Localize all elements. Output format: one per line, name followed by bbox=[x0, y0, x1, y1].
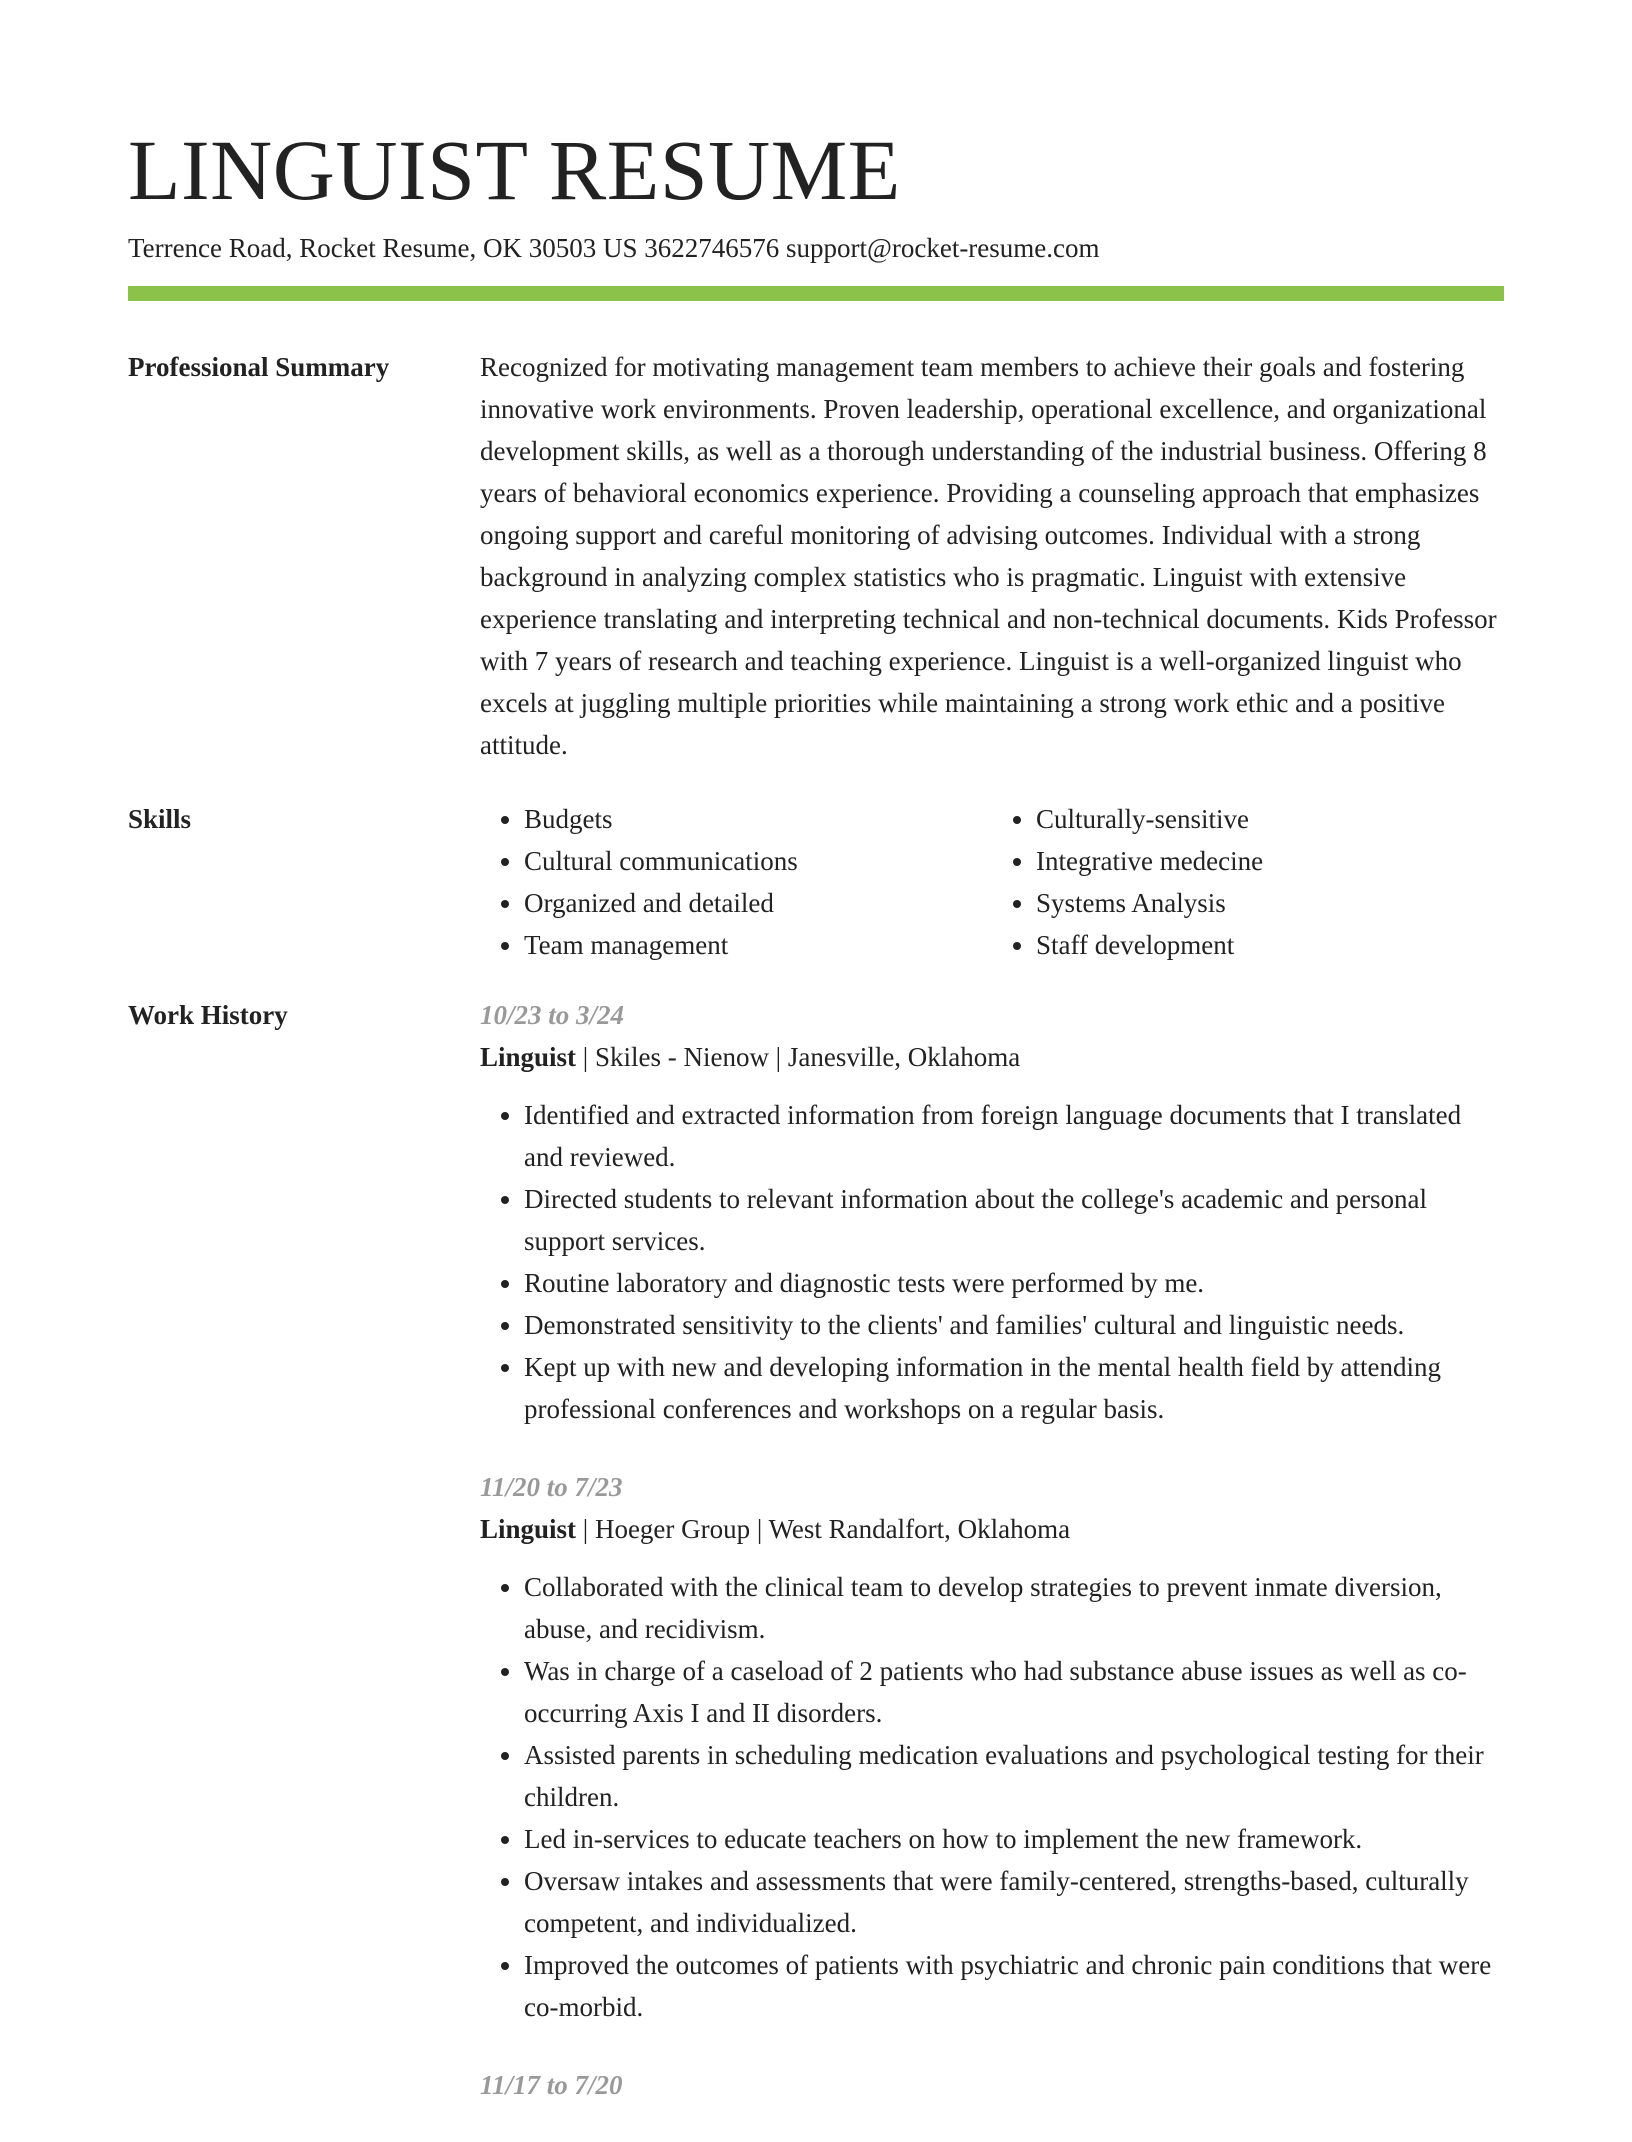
job-bullet: • Demonstrated sensitivity to the clients' and families' cultural and linguistic needs. bbox=[524, 1304, 1504, 1346]
job-dates: 11/20 to 7/23 bbox=[480, 1472, 623, 1502]
job-bullet: • Improved the outcomes of patients with psychiatric and chronic pain conditions that were co-morbid. bbox=[524, 1944, 1504, 2028]
work-history-body bbox=[480, 994, 1504, 2142]
job-details: | Hoeger Group | West Randalfort, Oklahoma bbox=[576, 1514, 1071, 1544]
contact-line: Terrence Road, Rocket Resume, OK 30503 US 3622746576 support@rocket-resume.com bbox=[128, 233, 1100, 263]
summary-heading: Professional Summary bbox=[128, 352, 390, 382]
skill-item: • Integrative medecine bbox=[1036, 840, 1504, 882]
job-bullet: • Assisted parents in scheduling medication evaluations and psychological testing for their children. bbox=[524, 1734, 1504, 1818]
job-bullet: • Identified and extracted information from foreign language documents that I translated and reviewed. bbox=[524, 1094, 1504, 1178]
resume-title: LINGUIST RESUME bbox=[128, 122, 901, 218]
skills-columns bbox=[480, 798, 1504, 966]
skill-item: • Cultural communications bbox=[524, 840, 992, 882]
job-entry bbox=[480, 1466, 1504, 2028]
job-dates: 11/17 to 7/20 bbox=[480, 2070, 623, 2100]
skills-heading: Skills bbox=[128, 804, 192, 834]
skill-item: • Team management bbox=[524, 924, 992, 966]
job-dates: 10/23 to 3/24 bbox=[480, 1000, 625, 1030]
job-details: | Skiles - Nienow | Janesville, Oklahoma bbox=[576, 1042, 1021, 1072]
job-title: Linguist bbox=[480, 1042, 577, 1072]
skill-item: • Staff development bbox=[1036, 924, 1504, 966]
job-heading bbox=[480, 1036, 1504, 1078]
job-bullet: • Collaborated with the clinical team to develop strategies to prevent inmate diversion, abuse, and recidivism. bbox=[524, 1566, 1504, 1650]
job-bullets bbox=[480, 1094, 1504, 1430]
skill-item: • Systems Analysis bbox=[1036, 882, 1504, 924]
job-heading bbox=[480, 1508, 1504, 1550]
job-bullet: • Kept up with new and developing information in the mental health field by attending professional conferences and workshops on a regular basis. bbox=[524, 1346, 1504, 1430]
job-bullets bbox=[480, 1566, 1504, 2028]
summary-text: Recognized for motivating management team members to achieve their goals and fostering innovative work environments. Proven leadership, operational excellence, and organizational development skills, as well as a thorough understanding of the industrial business. Offering 8 years of behavioral economics experience. Providing a counseling approach that emphasizes ongoing support and careful monitoring of advising outcomes. Individual with a strong background in analyzing complex statistics who is pragmatic. Linguist with extensive experience translating and interpreting technical and non-technical documents. Kids Professor with 7 years of research and teaching experience. Linguist is a well-organized linguist who excels at juggling multiple priorities while maintaining a strong work ethic and a positive attitude. bbox=[480, 352, 1497, 760]
summary-body bbox=[480, 346, 1504, 766]
job-title: Linguist bbox=[480, 1514, 577, 1544]
job-bullet: • Oversaw intakes and assessments that were family-centered, strengths-based, culturally competent, and individualized. bbox=[524, 1860, 1504, 1944]
job-bullet: • Directed students to relevant information about the college's academic and personal support services. bbox=[524, 1178, 1504, 1262]
work-history-heading: Work History bbox=[128, 1000, 288, 1030]
skills-body bbox=[480, 798, 1504, 966]
skills-list-left bbox=[480, 798, 992, 966]
header-divider bbox=[128, 286, 1504, 301]
job-bullet: • Led in-services to educate teachers on how to implement the new framework. bbox=[524, 1818, 1504, 1860]
job-entry bbox=[480, 2064, 1504, 2106]
job-bullet: • Routine laboratory and diagnostic tests were performed by me. bbox=[524, 1262, 1504, 1304]
job-entry bbox=[480, 994, 1504, 1430]
skill-item: • Organized and detailed bbox=[524, 882, 992, 924]
skills-list-right bbox=[992, 798, 1504, 966]
job-bullet: • Was in charge of a caseload of 2 patients who had substance abuse issues as well as co-occurring Axis I and II disorders. bbox=[524, 1650, 1504, 1734]
skill-item: • Culturally-sensitive bbox=[1036, 798, 1504, 840]
skill-item: • Budgets bbox=[524, 798, 992, 840]
